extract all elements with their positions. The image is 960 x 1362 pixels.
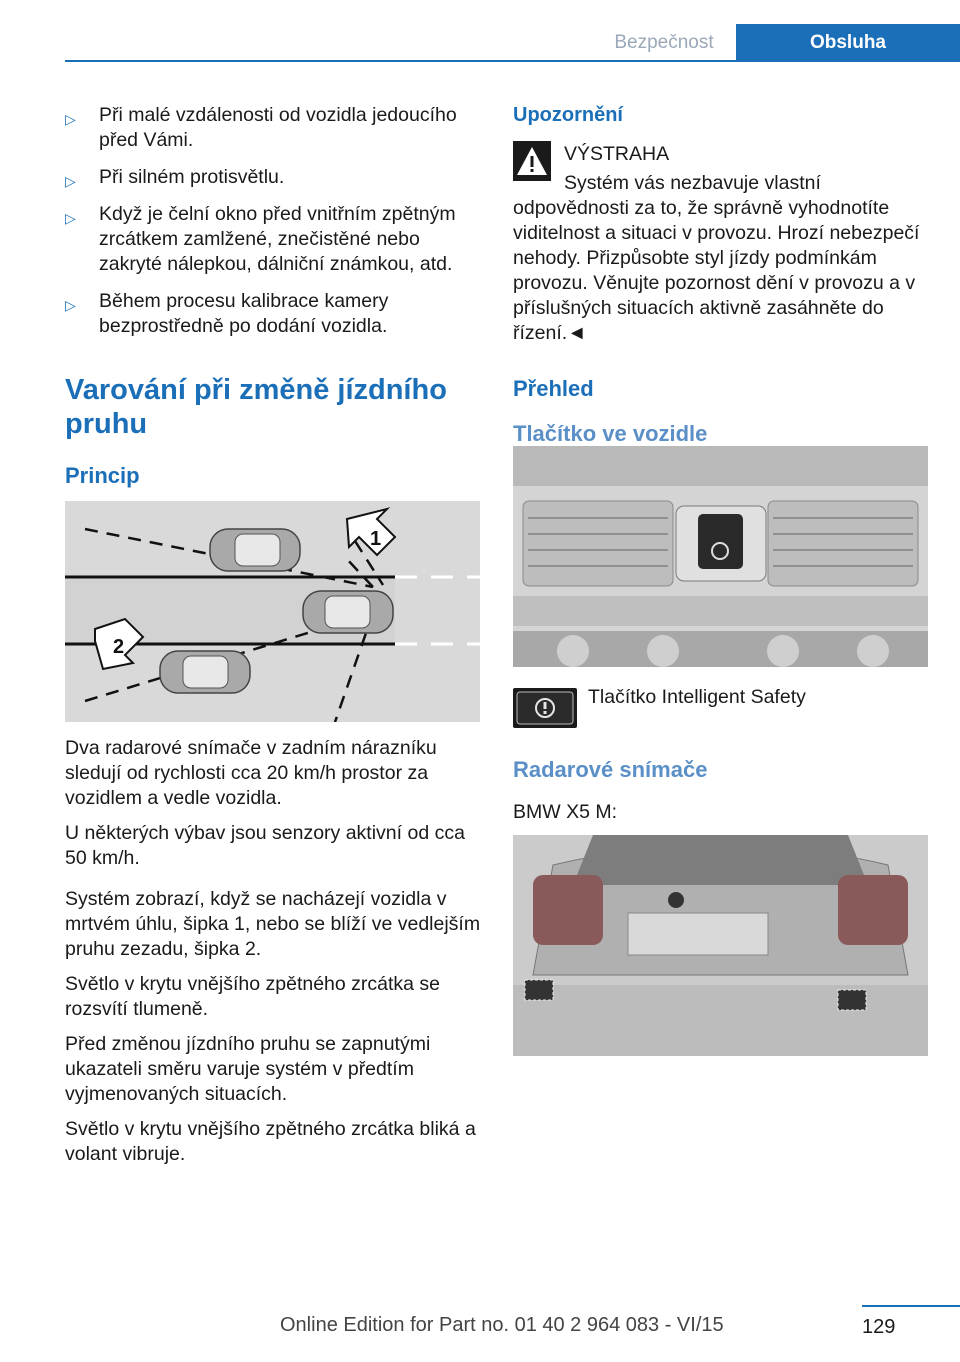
triangle-bullet-icon: ▷ — [65, 173, 76, 189]
edition-text: Online Edition for Part no. 01 40 2 964 083 - VI/15 — [280, 1314, 724, 1336]
button-heading: Tlačítko ve vozidle — [513, 421, 708, 446]
triangle-bullet-icon: ▷ — [65, 111, 76, 127]
warning-block — [513, 103, 933, 446]
warning-triangle-icon — [513, 141, 551, 181]
warning-heading: Upozornění — [513, 104, 623, 126]
section-subheading: Princip — [65, 463, 140, 488]
list-item: ▷ Při malé vzdálenosti od vozidla jedoucího před Vámi. — [65, 104, 457, 151]
paragraph: Před změnou jízdního pruhu se zapnutými ukazateli směru varuje systém v předtím vyjmenovaných situacích. — [65, 1033, 431, 1105]
header-rule — [65, 60, 960, 62]
arrow-label-2: 2 — [113, 636, 125, 658]
condition-list — [65, 103, 485, 339]
section-heading: Varování při změně jízdního pruhu — [65, 374, 447, 440]
list-item: ▷ Při silném protisvětlu. — [65, 165, 485, 190]
dashboard-photo — [513, 446, 928, 667]
tab-bezpecnost[interactable]: Bezpečnost — [614, 32, 714, 53]
lane-diagram-svg — [65, 501, 480, 722]
paragraph: U některých výbav jsou senzory aktivní od cca 50 km/h. — [65, 822, 465, 869]
paragraph: Světlo v krytu vnějšího zpětného zrcátka se rozsvítí tlumeně. — [65, 973, 441, 1020]
paragraph: Dva radarové snímače v zadním nárazníku sledují od rychlosti cca 20 km/h prostor za vozidlem a vedle vozidla. — [65, 737, 437, 809]
left-column — [65, 103, 485, 488]
left-body-text — [65, 736, 485, 1177]
radar-heading: Radarové snímače — [513, 757, 708, 782]
triangle-bullet-icon: ▷ — [65, 210, 76, 226]
overview-heading: Přehled — [513, 376, 594, 401]
intelligent-safety-button-icon — [513, 688, 577, 728]
triangle-bullet-icon: ▷ — [65, 297, 76, 313]
paragraph: Systém zobrazí, když se nacházejí vozidla v mrtvém úhlu, šipka 1, nebo se blíží ve vedlejším pruhu zezadu, šipka 2. — [65, 888, 481, 960]
list-item: ▷ Když je čelní okno před vnitřním zpětným zrcátkem zamlžené, znečistěné nebo zakryté nálepkou, dálniční známkou, atd. — [65, 203, 456, 275]
tab-obsluha[interactable]: Obsluha — [736, 24, 960, 62]
car-blindspot — [210, 529, 300, 571]
list-item: ▷ Během procesu kalibrace kamery bezprostředně po dodání vozidla. — [65, 290, 389, 337]
warning-title: VÝSTRAHA — [564, 143, 670, 165]
footer-rule — [862, 1305, 960, 1307]
warning-text: Systém vás nezbavuje vlastní odpovědnosti za to, že správně vyhodnotíte viditelnost a situaci v provozu. Hrozí nebezpečí nehody. Přizpůsobte styl jízdy podmínkám provozu. Věnujte pozornost dění v provozu a v příslušných situacích aktivně zasáhněte do řízení.◄ — [513, 172, 920, 344]
button-caption: Tlačítko Intelligent Safety — [588, 686, 806, 708]
car-rear-photo — [513, 835, 928, 1056]
paragraph: Světlo v krytu vnějšího zpětného zrcátka bliká a volant vibruje. — [65, 1118, 476, 1165]
page-number: 129 — [862, 1316, 896, 1338]
car-own — [303, 591, 393, 633]
radar-section — [513, 757, 933, 825]
lane-change-diagram — [65, 501, 480, 722]
arrow-label-1: 1 — [370, 528, 382, 550]
radar-model: BMW X5 M: — [513, 801, 618, 823]
car-approaching — [160, 651, 250, 693]
